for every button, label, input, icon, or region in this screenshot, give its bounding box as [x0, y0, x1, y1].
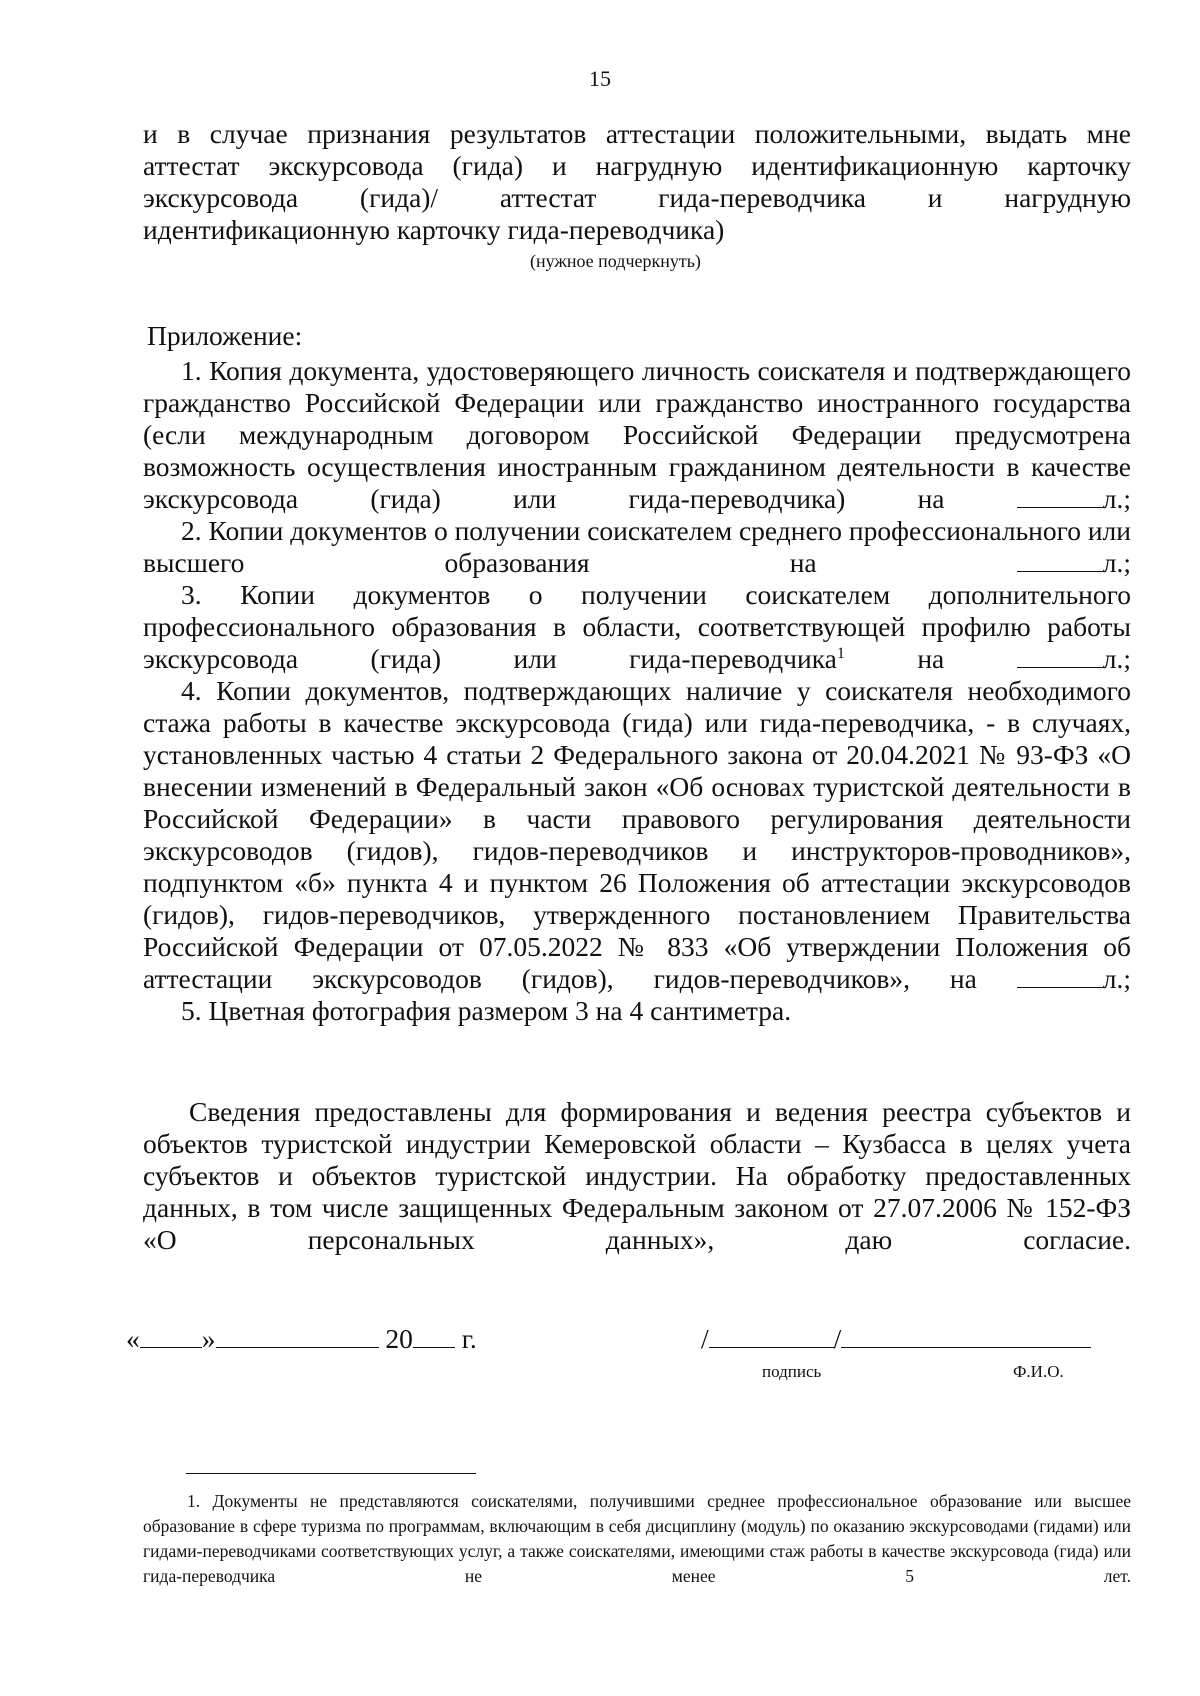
intro-line: идентификационную карточку гида-переводчика)	[143, 214, 725, 245]
appendix-item-text: 1. Копия документа, удостоверяющего личность соискателя и подтверждающего гражданство Российской Федерации или гражданство иностранного государства (если международным договором Российской Федерации предусмотрена возможность осуществления иностранным гражданином деятельности в качестве экскурсовода (гида) или гида-переводчика) на	[143, 355, 1131, 514]
consent-paragraph: Сведения предоставлены для формирования и ведения реестра субъектов и объектов туристской индустрии Кемеровской области – Кузбасса в целях учета субъектов и объектов туристской индустрии. На обработку предоставленных данных, в том числе защищенных Федеральным законом от 27.07.2006 № 152-ФЗ «О персональных данных», даю согласие.	[143, 1096, 1131, 1255]
appendix-item	[143, 675, 1131, 995]
appendix-item-text: 5. Цветная фотография размером 3 на 4 сантиметра.	[181, 995, 792, 1026]
year-suffix: г.	[461, 1323, 477, 1354]
appendix-list	[143, 355, 1131, 1027]
page-count-blank[interactable]	[1017, 485, 1103, 508]
year-prefix: 20	[385, 1323, 413, 1354]
appendix-item-text: 4. Копии документов, подтверждающих наличие у соискателя необходимого стажа работы в качестве экскурсовода (гида) или гида-переводчика, - в случаях, установленных частью 4 статьи 2 Федерального закона от 20.04.2021 № 93-ФЗ «О внесении изменений в Федеральный закон «Об основах туристской деятельности в Российской Федерации» в части правового регулирования деятельности экскурсоводов (гидов), гидов-переводчиков и инструкторов-проводников», подпунктом «б» пункта 4 и пунктом 26 Положения об аттестации экскурсоводов (гидов), гидов-переводчиков, утвержденного постановлением Правительства Российской Федерации от 07.05.2022 № 833 «Об утверждении Положения об аттестации экскурсоводов (гидов), гидов-переводчиков», на	[143, 675, 1131, 994]
pages-suffix: л.;	[1102, 643, 1131, 674]
appendix-item-text-after: на	[844, 643, 945, 674]
signature-field	[701, 1323, 1091, 1355]
page-count-blank[interactable]	[1017, 549, 1103, 572]
appendix-title: Приложение:	[147, 320, 303, 351]
intro-line: аттестат экскурсовода (гида) и нагрудную идентификационную карточку	[143, 150, 1131, 181]
underline-hint: (нужное подчеркнуть)	[530, 251, 701, 271]
signature-blank[interactable]	[709, 1325, 834, 1348]
intro-line: и в случае признания результатов аттестации положительными, выдать мне	[143, 118, 1131, 149]
page-count-blank[interactable]	[1017, 965, 1103, 988]
footnote-separator	[186, 1473, 476, 1474]
open-quote: «	[126, 1323, 140, 1354]
name-label: Ф.И.О.	[1013, 1362, 1064, 1381]
name-blank[interactable]	[841, 1325, 1091, 1348]
appendix-item	[143, 515, 1131, 579]
page-number: 15	[589, 66, 611, 91]
appendix-item-text: 2. Копии документов о получении соискателем среднего профессионального или высшего образования на	[143, 515, 1131, 578]
day-blank[interactable]	[140, 1325, 202, 1348]
page-count-blank[interactable]	[1017, 645, 1103, 668]
intro-line: экскурсовода (гида)/ аттестат гида-переводчика и нагрудную	[143, 182, 1131, 213]
pages-suffix: л.;	[1102, 547, 1131, 578]
year-blank[interactable]	[413, 1325, 455, 1348]
date-field	[126, 1323, 477, 1355]
appendix-item	[143, 995, 1131, 1027]
slash: /	[833, 1323, 842, 1354]
pages-suffix: л.;	[1102, 483, 1132, 514]
slash: /	[701, 1323, 709, 1354]
close-quote: »	[201, 1323, 216, 1354]
month-blank[interactable]	[216, 1325, 379, 1348]
appendix-item	[143, 355, 1131, 515]
signature-label: подпись	[762, 1362, 822, 1381]
pages-suffix: л.;	[1102, 963, 1131, 994]
appendix-item-text: 3. Копии документов о получении соискателем дополнительного профессионального образования в области, соответствующей профилю работы экскурсовода (гида) или гида-переводчика	[143, 579, 1131, 674]
footnote: 1. Документы не представляются соискателями, получившими среднее профессиональное образование или высшее образование в сфере туризма по программам, включающим в себя дисциплину (модуль) по оказанию экскурсоводами (гидами) или гидами-переводчиками соответствующих услуг, а также соискателями, имеющими стаж работы в качестве экскурсовода (гида) или гида-переводчика не менее 5 лет.	[143, 1491, 1131, 1586]
footnote-mark: 1	[836, 644, 845, 662]
intro-paragraph	[143, 118, 1131, 246]
appendix-item	[143, 579, 1131, 675]
